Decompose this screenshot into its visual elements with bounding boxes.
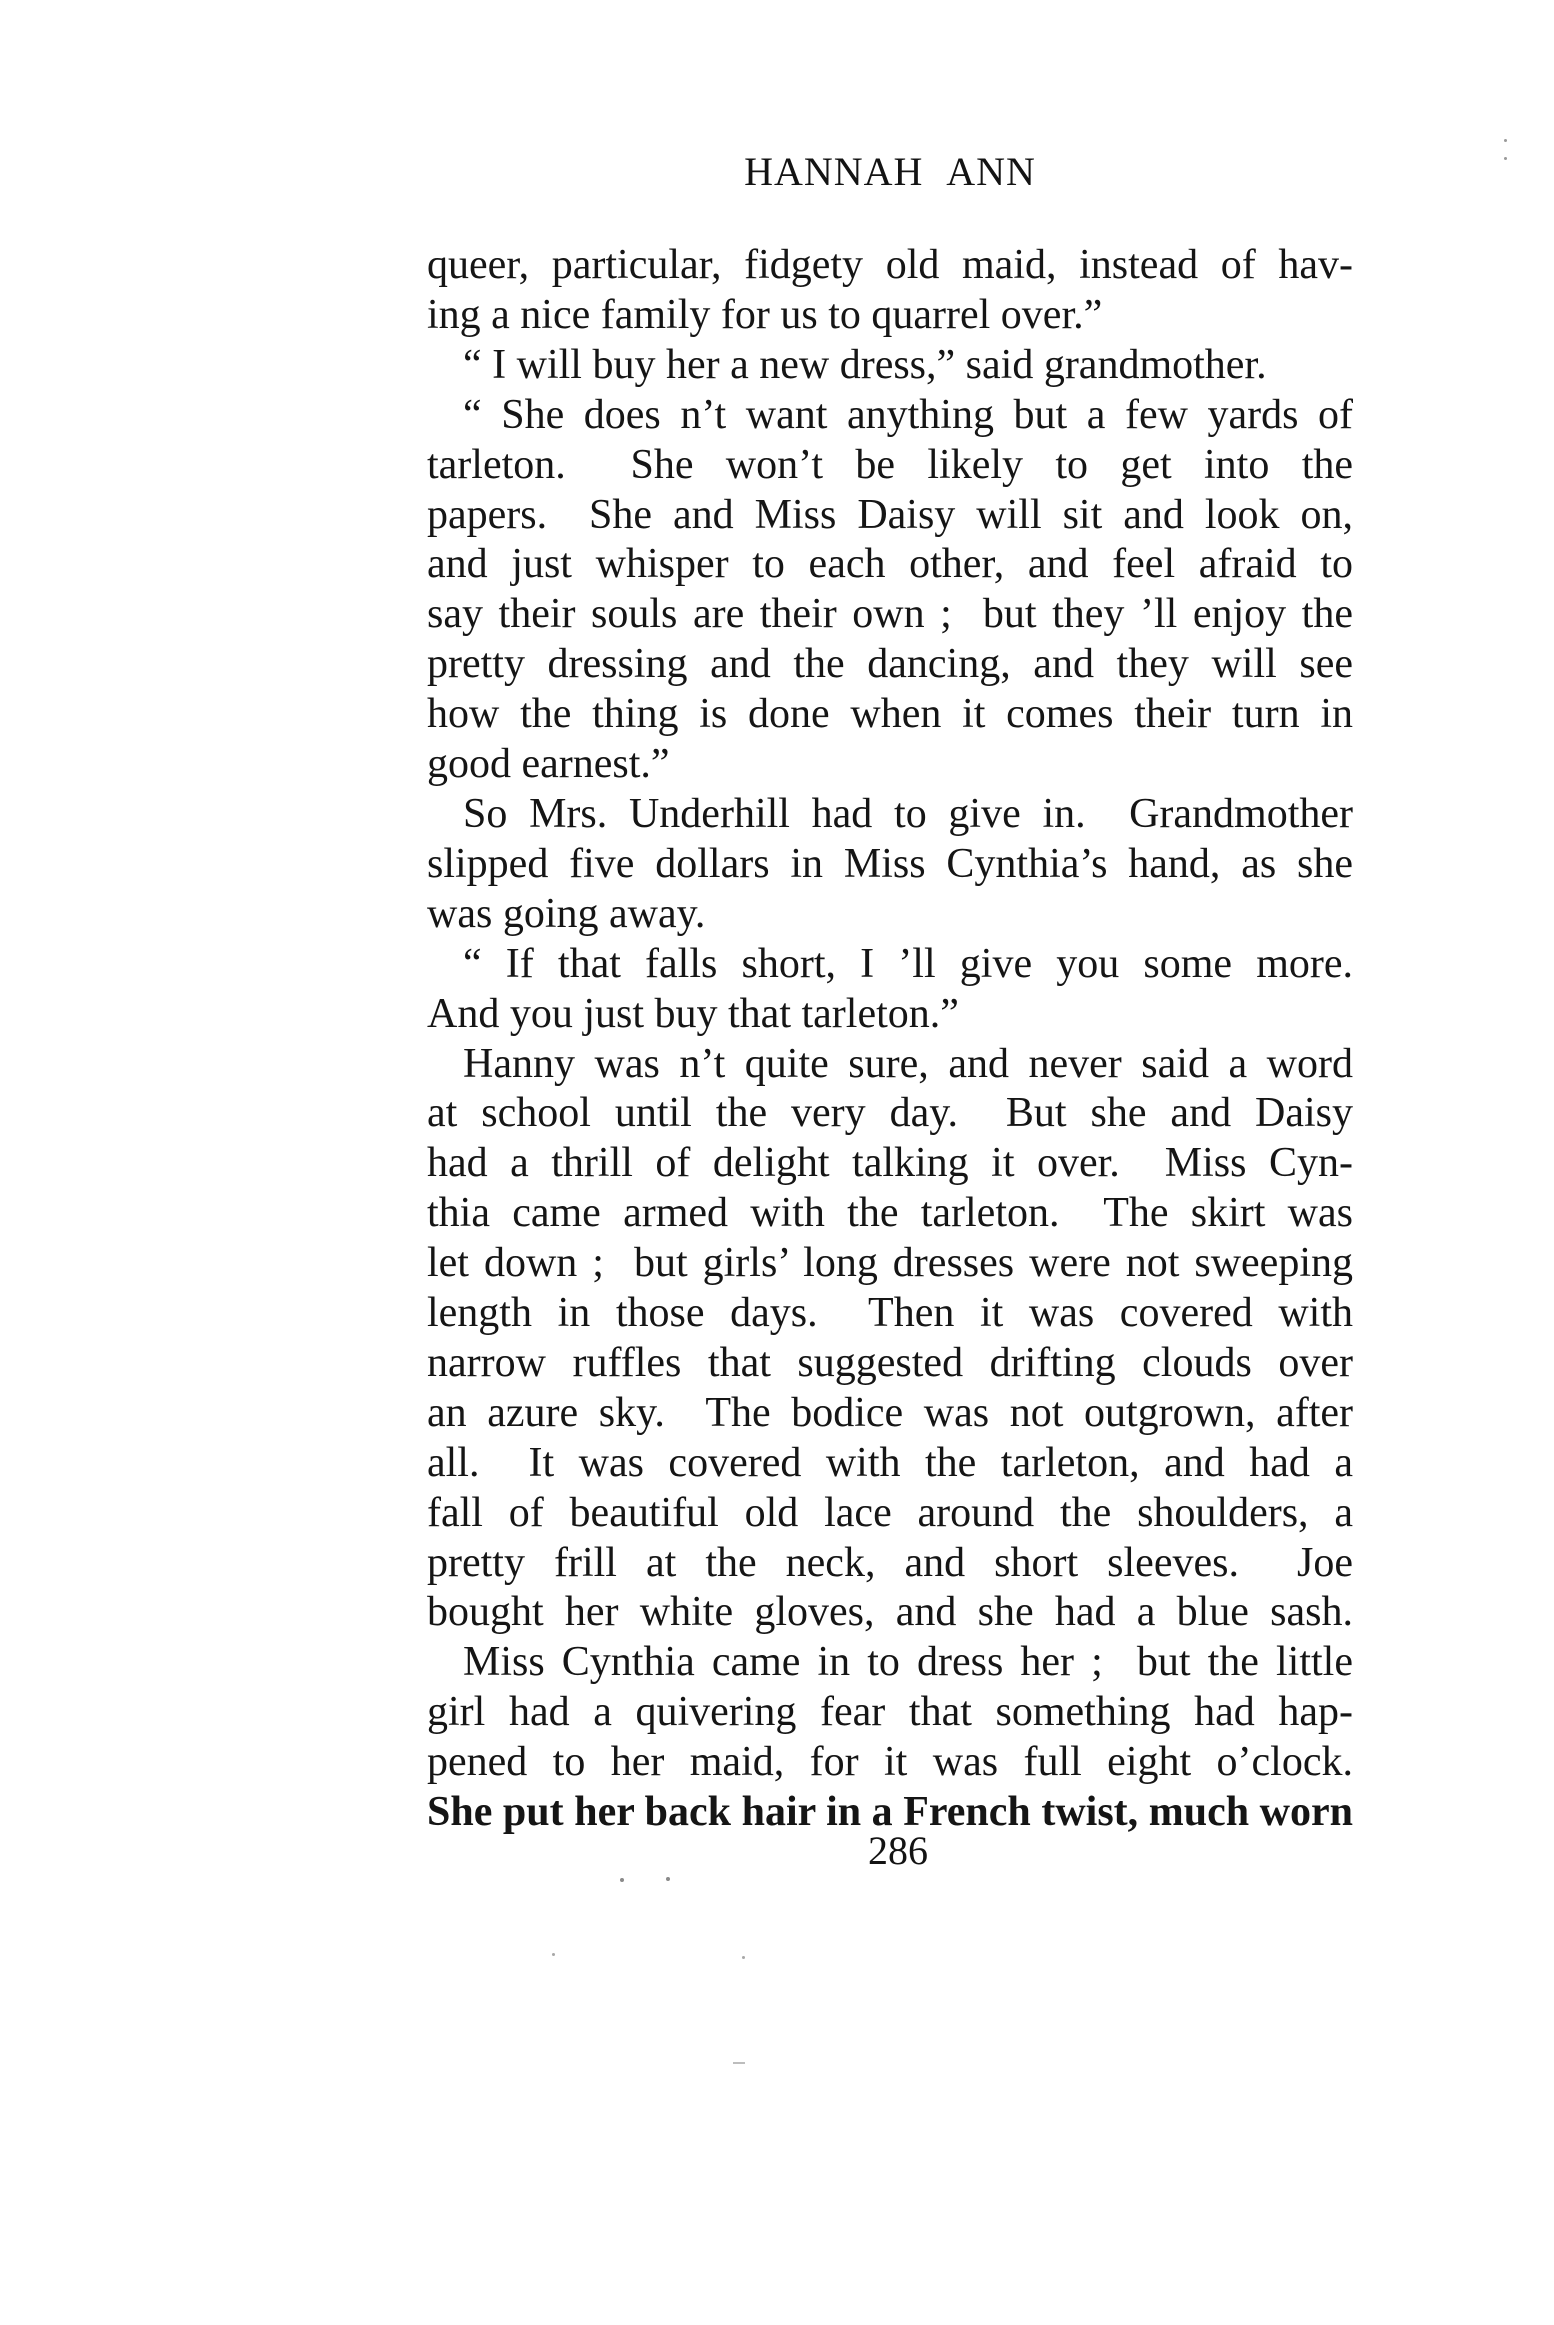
text-line: “ If that falls short, I ’ll give you some more. (463, 940, 1353, 987)
text-line: Miss Cynthia came in to dress her ; but the little (463, 1639, 1353, 1686)
text-line: at school until the very day. But she and Daisy (427, 1090, 1353, 1137)
text-line: slipped five dollars in Miss Cynthia’s hand, as she (427, 840, 1353, 887)
text-line: let down ; but girls’ long dresses were not sweeping (427, 1240, 1353, 1287)
body-text (427, 241, 1353, 1838)
scan-speck (552, 1953, 555, 1956)
text-line: and just whisper to each other, and feel afraid to (427, 541, 1353, 588)
text-line: all. It was covered with the tarleton, and had a (427, 1439, 1353, 1486)
text-line: Hanny was n’t quite sure, and never said a word (463, 1040, 1353, 1087)
text-line: pened to her maid, for it was full eight o’clock. (427, 1739, 1353, 1786)
scan-speck (1504, 157, 1507, 160)
text-line: was going away. (427, 890, 706, 937)
text-line: bought her white gloves, and she had a blue sash. (427, 1589, 1353, 1636)
text-line: She put her back hair in a French twist, much worn (427, 1789, 1353, 1836)
text-line: pretty dressing and the dancing, and they will see (427, 641, 1353, 688)
text-line: thia came armed with the tarleton. The skirt was (427, 1190, 1353, 1237)
text-line: And you just buy that tarleton.” (427, 990, 959, 1037)
text-line: had a thrill of delight talking it over. Miss Cyn- (427, 1140, 1353, 1187)
text-line: say their souls are their own ; but they ’ll enjoy the (427, 591, 1353, 638)
text-line: “ I will buy her a new dress,” said grandmother. (463, 341, 1267, 388)
scan-speck (742, 1956, 745, 1959)
scan-speck (620, 1878, 624, 1882)
text-line: girl had a quivering fear that something had hap- (427, 1689, 1353, 1736)
text-line: “ She does n’t want anything but a few yards of (463, 391, 1353, 438)
text-line: length in those days. Then it was covered with (427, 1290, 1353, 1337)
text-line: ing a nice family for us to quarrel over.” (427, 291, 1103, 338)
text-line: So Mrs. Underhill had to give in. Grandmother (463, 790, 1353, 837)
text-line: an azure sky. The bodice was not outgrown, after (427, 1389, 1353, 1436)
text-line: good earnest.” (427, 741, 670, 788)
scan-speck (666, 1877, 670, 1881)
text-line: papers. She and Miss Daisy will sit and look on, (427, 491, 1353, 538)
text-line: queer, particular, fidgety old maid, instead of hav- (427, 242, 1353, 288)
page-title: HANNAH ANN (744, 149, 1036, 194)
scan-speck (733, 2062, 745, 2064)
text-line: fall of beautiful old lace around the shoulders, a (427, 1489, 1353, 1536)
text-line: how the thing is done when it comes their turn in (427, 691, 1353, 738)
text-line: pretty frill at the neck, and short sleeves. Joe (427, 1539, 1353, 1586)
text-line: narrow ruffles that suggested drifting clouds over (427, 1339, 1353, 1386)
text-line: tarleton. She won’t be likely to get into the (427, 441, 1353, 488)
scan-speck (1504, 139, 1507, 142)
page-number: 286 (868, 1828, 928, 1873)
